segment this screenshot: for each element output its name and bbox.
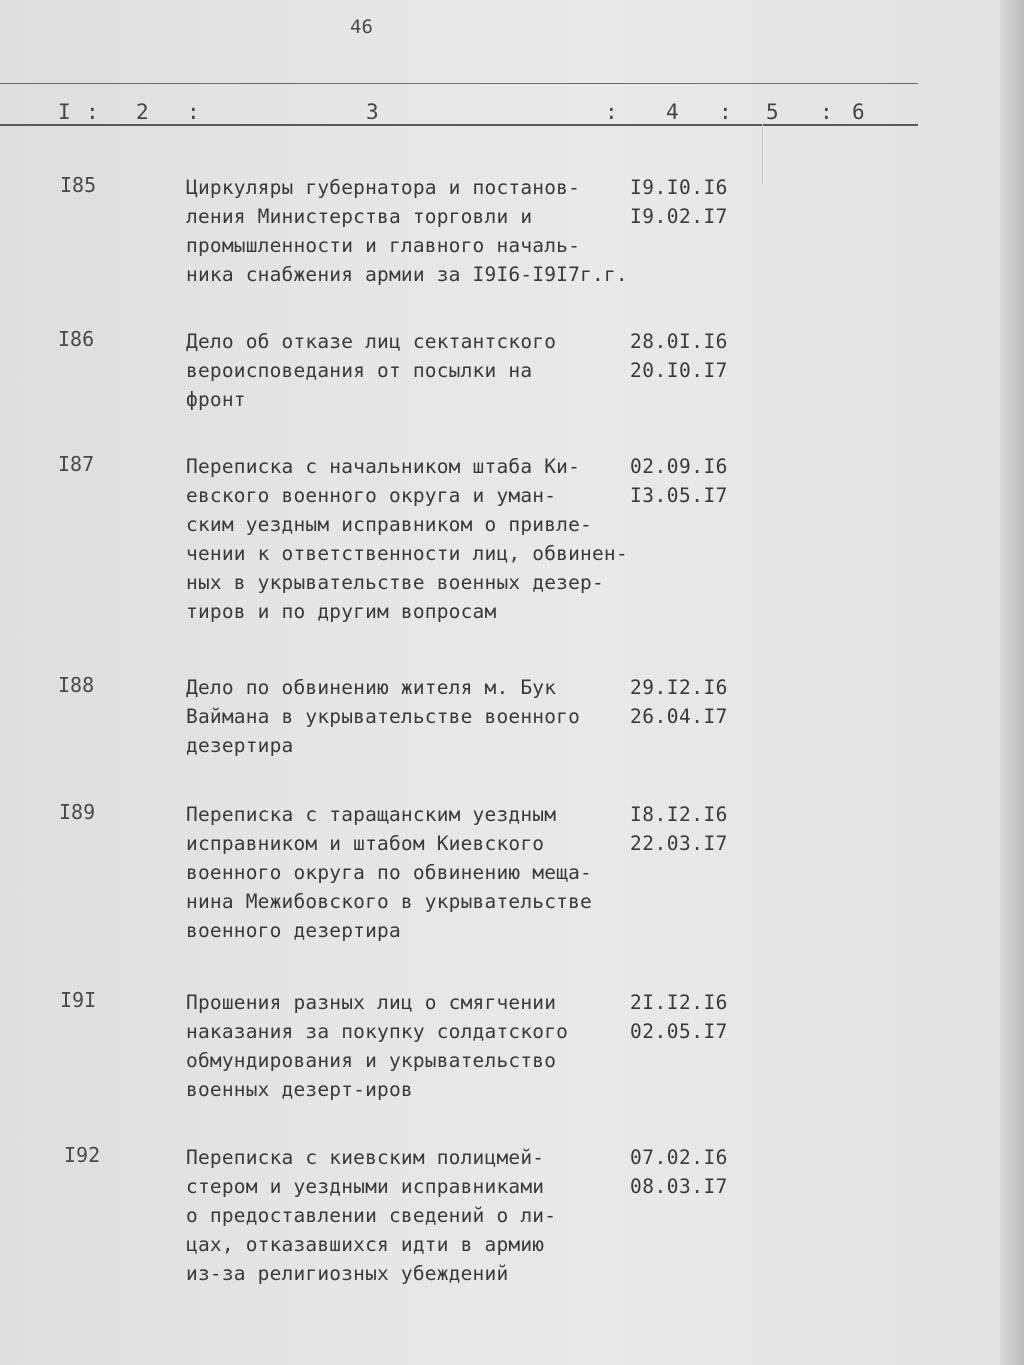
- title-line: фронт: [186, 388, 246, 411]
- record-title: [186, 173, 628, 289]
- record-number: I85: [60, 173, 97, 197]
- title-line: ных в укрывательстве военных дезер-: [186, 571, 604, 594]
- column-header-4: 4: [666, 100, 679, 124]
- title-line: военного округа по обвинению меща-: [186, 861, 592, 884]
- record-title: [186, 452, 628, 626]
- title-line: тиров и по другим вопросам: [186, 600, 497, 623]
- record-number: I9I: [60, 988, 97, 1012]
- record-dates: [630, 327, 728, 385]
- column-header-1: I: [58, 100, 71, 124]
- column-header-6: 6: [852, 100, 865, 124]
- column-header-5: 5: [766, 100, 779, 124]
- start-date: 02.09.I6: [630, 455, 728, 478]
- title-line: нина Межибовского в укрывательстве: [186, 890, 592, 913]
- title-line: стером и уездными исправниками: [186, 1175, 545, 1198]
- record-dates: [630, 173, 728, 231]
- title-line: обмундирования и укрывательство: [186, 1049, 557, 1072]
- end-date: I3.05.I7: [630, 484, 728, 507]
- title-line: военных дезерт-иров: [186, 1078, 413, 1101]
- record-dates: [630, 673, 728, 731]
- title-line: цах, отказавшихся идти в армию: [186, 1233, 545, 1256]
- title-line: Дело об отказе лиц сектантского: [186, 330, 557, 353]
- title-line: вероисповедания от посылки на: [186, 359, 533, 382]
- record-number: I89: [59, 800, 96, 824]
- column-header-3: 3: [366, 100, 379, 124]
- end-date: 22.03.I7: [630, 832, 728, 855]
- record-dates: [630, 988, 728, 1046]
- title-line: военного дезертира: [186, 919, 401, 942]
- record-title: [186, 800, 592, 945]
- record-title: [186, 988, 568, 1104]
- title-line: Циркуляры губернатора и постанов-: [186, 176, 581, 199]
- title-line: Переписка с киевским полицмей-: [186, 1146, 545, 1169]
- end-date: 02.05.I7: [630, 1020, 728, 1043]
- start-date: 07.02.I6: [630, 1146, 728, 1169]
- column-separator: :: [187, 100, 200, 124]
- start-date: I9.I0.I6: [630, 176, 728, 199]
- record-title: [186, 327, 556, 414]
- title-line: евского военного округа и уман-: [186, 484, 557, 507]
- title-line: исправником и штабом Киевского: [186, 832, 545, 855]
- title-line: ления Министерства торговли и: [186, 205, 533, 228]
- title-line: Переписка с таращанским уездным: [186, 803, 557, 826]
- column-header-2: 2: [136, 100, 149, 124]
- end-date: 26.04.I7: [630, 705, 728, 728]
- column-separator: :: [605, 100, 618, 124]
- title-line: из-за религиозных убеждений: [186, 1262, 509, 1285]
- record-number: I87: [58, 452, 95, 476]
- faint-margin-line: [762, 124, 763, 184]
- record-dates: [630, 452, 728, 510]
- title-line: о предоставлении сведений о ли-: [186, 1204, 557, 1227]
- column-separator: :: [820, 100, 833, 124]
- record-title: [186, 673, 580, 760]
- header-bottom-rule: [0, 124, 918, 126]
- title-line: чении к ответственности лиц, обвинен-: [186, 542, 628, 565]
- end-date: 08.03.I7: [630, 1175, 728, 1198]
- title-line: Прошения разных лиц о смягчении: [186, 991, 557, 1014]
- record-title: [186, 1143, 556, 1288]
- title-line: наказания за покупку солдатского: [186, 1020, 569, 1043]
- record-number: I88: [58, 673, 95, 697]
- title-line: ника снабжения армии за I9I6-I9I7г.г.: [186, 263, 628, 286]
- end-date: 20.I0.I7: [630, 359, 728, 382]
- title-line: Ваймана в укрывательстве военного: [186, 705, 581, 728]
- start-date: 2I.I2.I6: [630, 991, 728, 1014]
- record-number: I86: [58, 327, 95, 351]
- end-date: I9.02.I7: [630, 205, 728, 228]
- column-separator: :: [86, 100, 99, 124]
- start-date: 28.0I.I6: [630, 330, 728, 353]
- page-number: 46: [350, 16, 373, 38]
- start-date: 29.I2.I6: [630, 676, 728, 699]
- page-edge-shadow: [1000, 0, 1024, 1365]
- title-line: Переписка с начальником штаба Ки-: [186, 455, 581, 478]
- title-line: ским уездным исправником о привле-: [186, 513, 592, 536]
- header-top-rule: [0, 83, 918, 84]
- record-number: I92: [64, 1143, 101, 1167]
- record-dates: [630, 1143, 728, 1201]
- start-date: I8.I2.I6: [630, 803, 728, 826]
- title-line: Дело по обвинению жителя м. Бук: [186, 676, 557, 699]
- title-line: промышленности и главного началь-: [186, 234, 581, 257]
- title-line: дезертира: [186, 734, 294, 757]
- record-dates: [630, 800, 728, 858]
- column-separator: :: [719, 100, 732, 124]
